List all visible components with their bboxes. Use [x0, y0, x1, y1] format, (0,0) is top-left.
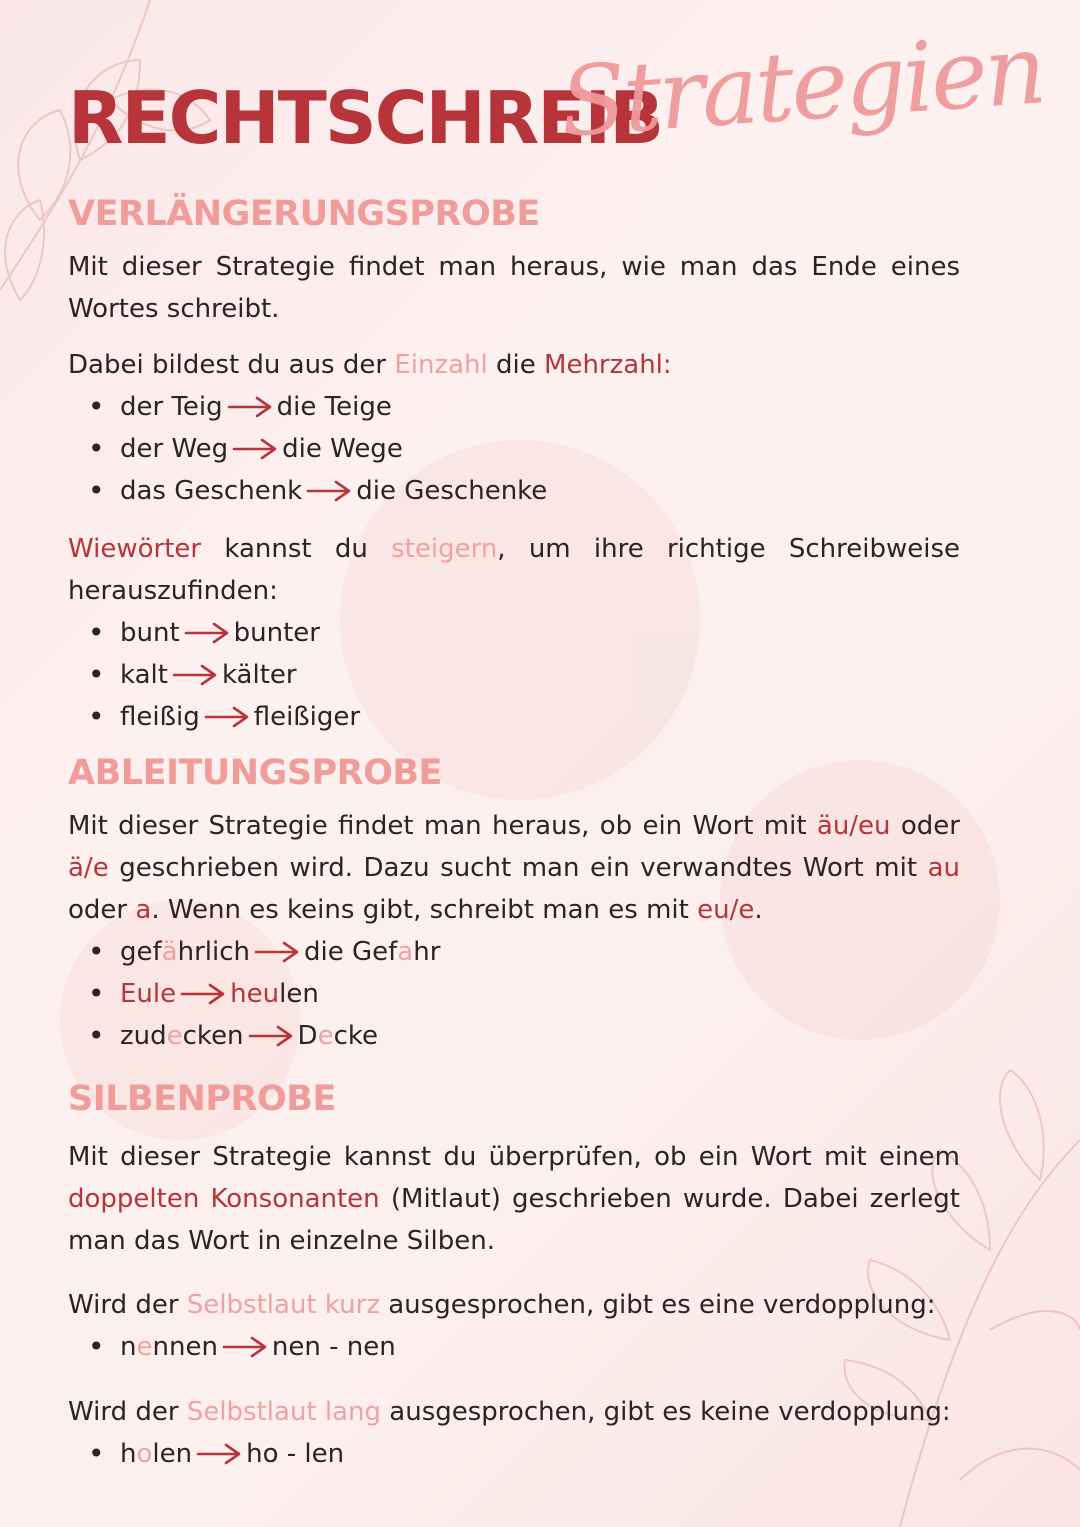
word-from: der Weg [120, 434, 229, 464]
section-heading-silbenprobe: SILBENPROBE [68, 1079, 336, 1119]
section-heading-verlaengerungsprobe: VERLÄNGERUNGSPROBE [68, 194, 540, 234]
word-part: D [297, 1021, 318, 1051]
silben-lang-text [68, 1391, 960, 1433]
verlaengerung-intro: Mit dieser Strategie findet man heraus, wie man das Ende eines Wortes schreibt. [68, 252, 960, 324]
word-to: die Wege [282, 434, 403, 464]
highlight-mehrzahl: Mehrzahl: [544, 350, 672, 380]
silben-intro [68, 1136, 960, 1262]
word-part: n [120, 1332, 137, 1362]
list-silben-lang [88, 1433, 344, 1475]
word-to: bunter [233, 618, 320, 648]
word-highlight: a [397, 937, 414, 967]
word-highlight: e [136, 1332, 153, 1362]
section-heading-ableitungsprobe: ABLEITUNGSPROBE [68, 753, 442, 793]
arrow-right-icon [254, 941, 300, 963]
arrow-right-icon [204, 706, 250, 728]
text-segment: die [487, 350, 545, 380]
text-segment: . Wenn es keins gibt, schreibt man es mit [151, 895, 698, 925]
word-highlight: Eu [120, 979, 153, 1009]
text-segment: Wird der [68, 1397, 187, 1427]
highlight-ae-e: ä/e [68, 853, 109, 883]
word-to: die Teige [276, 392, 392, 422]
list-ableitung [88, 931, 440, 1057]
word-part: len [152, 1439, 193, 1469]
word-from: kalt [120, 660, 168, 690]
text-segment: . [754, 895, 763, 925]
highlight-a: a [135, 895, 152, 925]
list-steigerung [88, 612, 360, 738]
text-segment: geschrieben wird. Dazu sucht man ein verwandtes Wort mit [108, 853, 928, 883]
text-segment: Dabei bildest du aus der [68, 350, 395, 380]
word-to: nen - nen [271, 1332, 396, 1362]
list-item [88, 931, 440, 973]
highlight-wiewoerter: Wiewörter [68, 534, 202, 564]
highlight-selbstlaut-kurz: Selbstlaut kurz [186, 1290, 380, 1320]
word-part: cke [333, 1021, 378, 1051]
arrow-right-icon [184, 622, 230, 644]
list-item [88, 386, 547, 428]
text-segment: Mit dieser Strategie findet man heraus, ob ein Wort mit [68, 811, 817, 841]
word-part: cken [182, 1021, 244, 1051]
word-to: fleißiger [253, 702, 361, 732]
list-item [88, 1015, 440, 1057]
list-item [88, 973, 440, 1015]
text-segment: kannst du [201, 534, 392, 564]
arrow-right-icon [222, 1336, 268, 1358]
text-segment: oder [890, 811, 960, 841]
page-title: RECHTSCHREIB [68, 76, 663, 160]
word-part: len [279, 979, 319, 1009]
word-part: h [120, 1439, 137, 1469]
highlight-doppelten-konsonanten: doppelten Konsonanten [68, 1184, 380, 1214]
word-highlight: e [166, 1021, 183, 1051]
list-item [88, 1326, 396, 1368]
word-part: hrlich [177, 937, 250, 967]
highlight-eu-e: eu/e [697, 895, 755, 925]
word-part: die Gef [303, 937, 398, 967]
word-highlight: o [136, 1439, 153, 1469]
word-to: kälter [221, 660, 297, 690]
word-from: bunt [120, 618, 180, 648]
word-to: die Geschenke [356, 476, 548, 506]
verlaengerung-wiewoerter-text [68, 528, 960, 612]
word-part: nnen [152, 1332, 218, 1362]
list-item [88, 428, 547, 470]
list-einzahl-mehrzahl [88, 386, 547, 512]
word-highlight: e [317, 1021, 334, 1051]
arrow-right-icon [227, 396, 273, 418]
arrow-right-icon [172, 664, 218, 686]
word-highlight: eu [246, 979, 280, 1009]
list-item [88, 612, 360, 654]
highlight-aeu-eu: äu/eu [816, 811, 891, 841]
highlight-selbstlaut-lang: Selbstlaut lang [186, 1397, 382, 1427]
word-part: zud [120, 1021, 167, 1051]
text-segment: Mit dieser Strategie kannst du überprüfen, ob ein Wort mit einem [68, 1142, 960, 1172]
word-to: ho - len [246, 1439, 345, 1469]
text-segment: ausgesprochen, gibt es eine verdopplung: [379, 1290, 936, 1320]
list-item [88, 470, 547, 512]
text-segment: (Mitlaut) geschrieben wurde. Dabei zerlegt man das Wort in einzelne Silben. [68, 1184, 960, 1256]
highlight-au: au [927, 853, 960, 883]
page-title-script: Strategien [556, 13, 1047, 159]
list-silben-kurz [88, 1326, 396, 1368]
word-highlight: ä [161, 937, 178, 967]
word-from: das Geschenk [120, 476, 303, 506]
text-segment: Wird der [68, 1290, 187, 1320]
text-segment: oder [68, 895, 136, 925]
word-part: h [230, 979, 247, 1009]
verlaengerung-einzahl-text [68, 344, 960, 386]
highlight-einzahl: Einzahl [394, 350, 488, 380]
text-segment: , um ihre richtige Schreibweise herauszufinden: [68, 534, 960, 606]
arrow-right-icon [232, 438, 278, 460]
word-part: hr [413, 937, 441, 967]
silben-kurz-text [68, 1284, 960, 1326]
arrow-right-icon [196, 1443, 242, 1465]
text-segment: ausgesprochen, gibt es keine verdopplung: [381, 1397, 951, 1427]
list-item [88, 654, 360, 696]
ableitung-intro [68, 805, 960, 931]
arrow-right-icon [306, 480, 352, 502]
list-item [88, 696, 360, 738]
highlight-steigern: steigern [391, 534, 498, 564]
arrow-right-icon [180, 983, 226, 1005]
word-from: der Teig [120, 392, 223, 422]
word-from: fleißig [120, 702, 200, 732]
word-part: le [152, 979, 177, 1009]
arrow-right-icon [248, 1025, 294, 1047]
list-item [88, 1433, 344, 1475]
word-part: gef [120, 937, 162, 967]
